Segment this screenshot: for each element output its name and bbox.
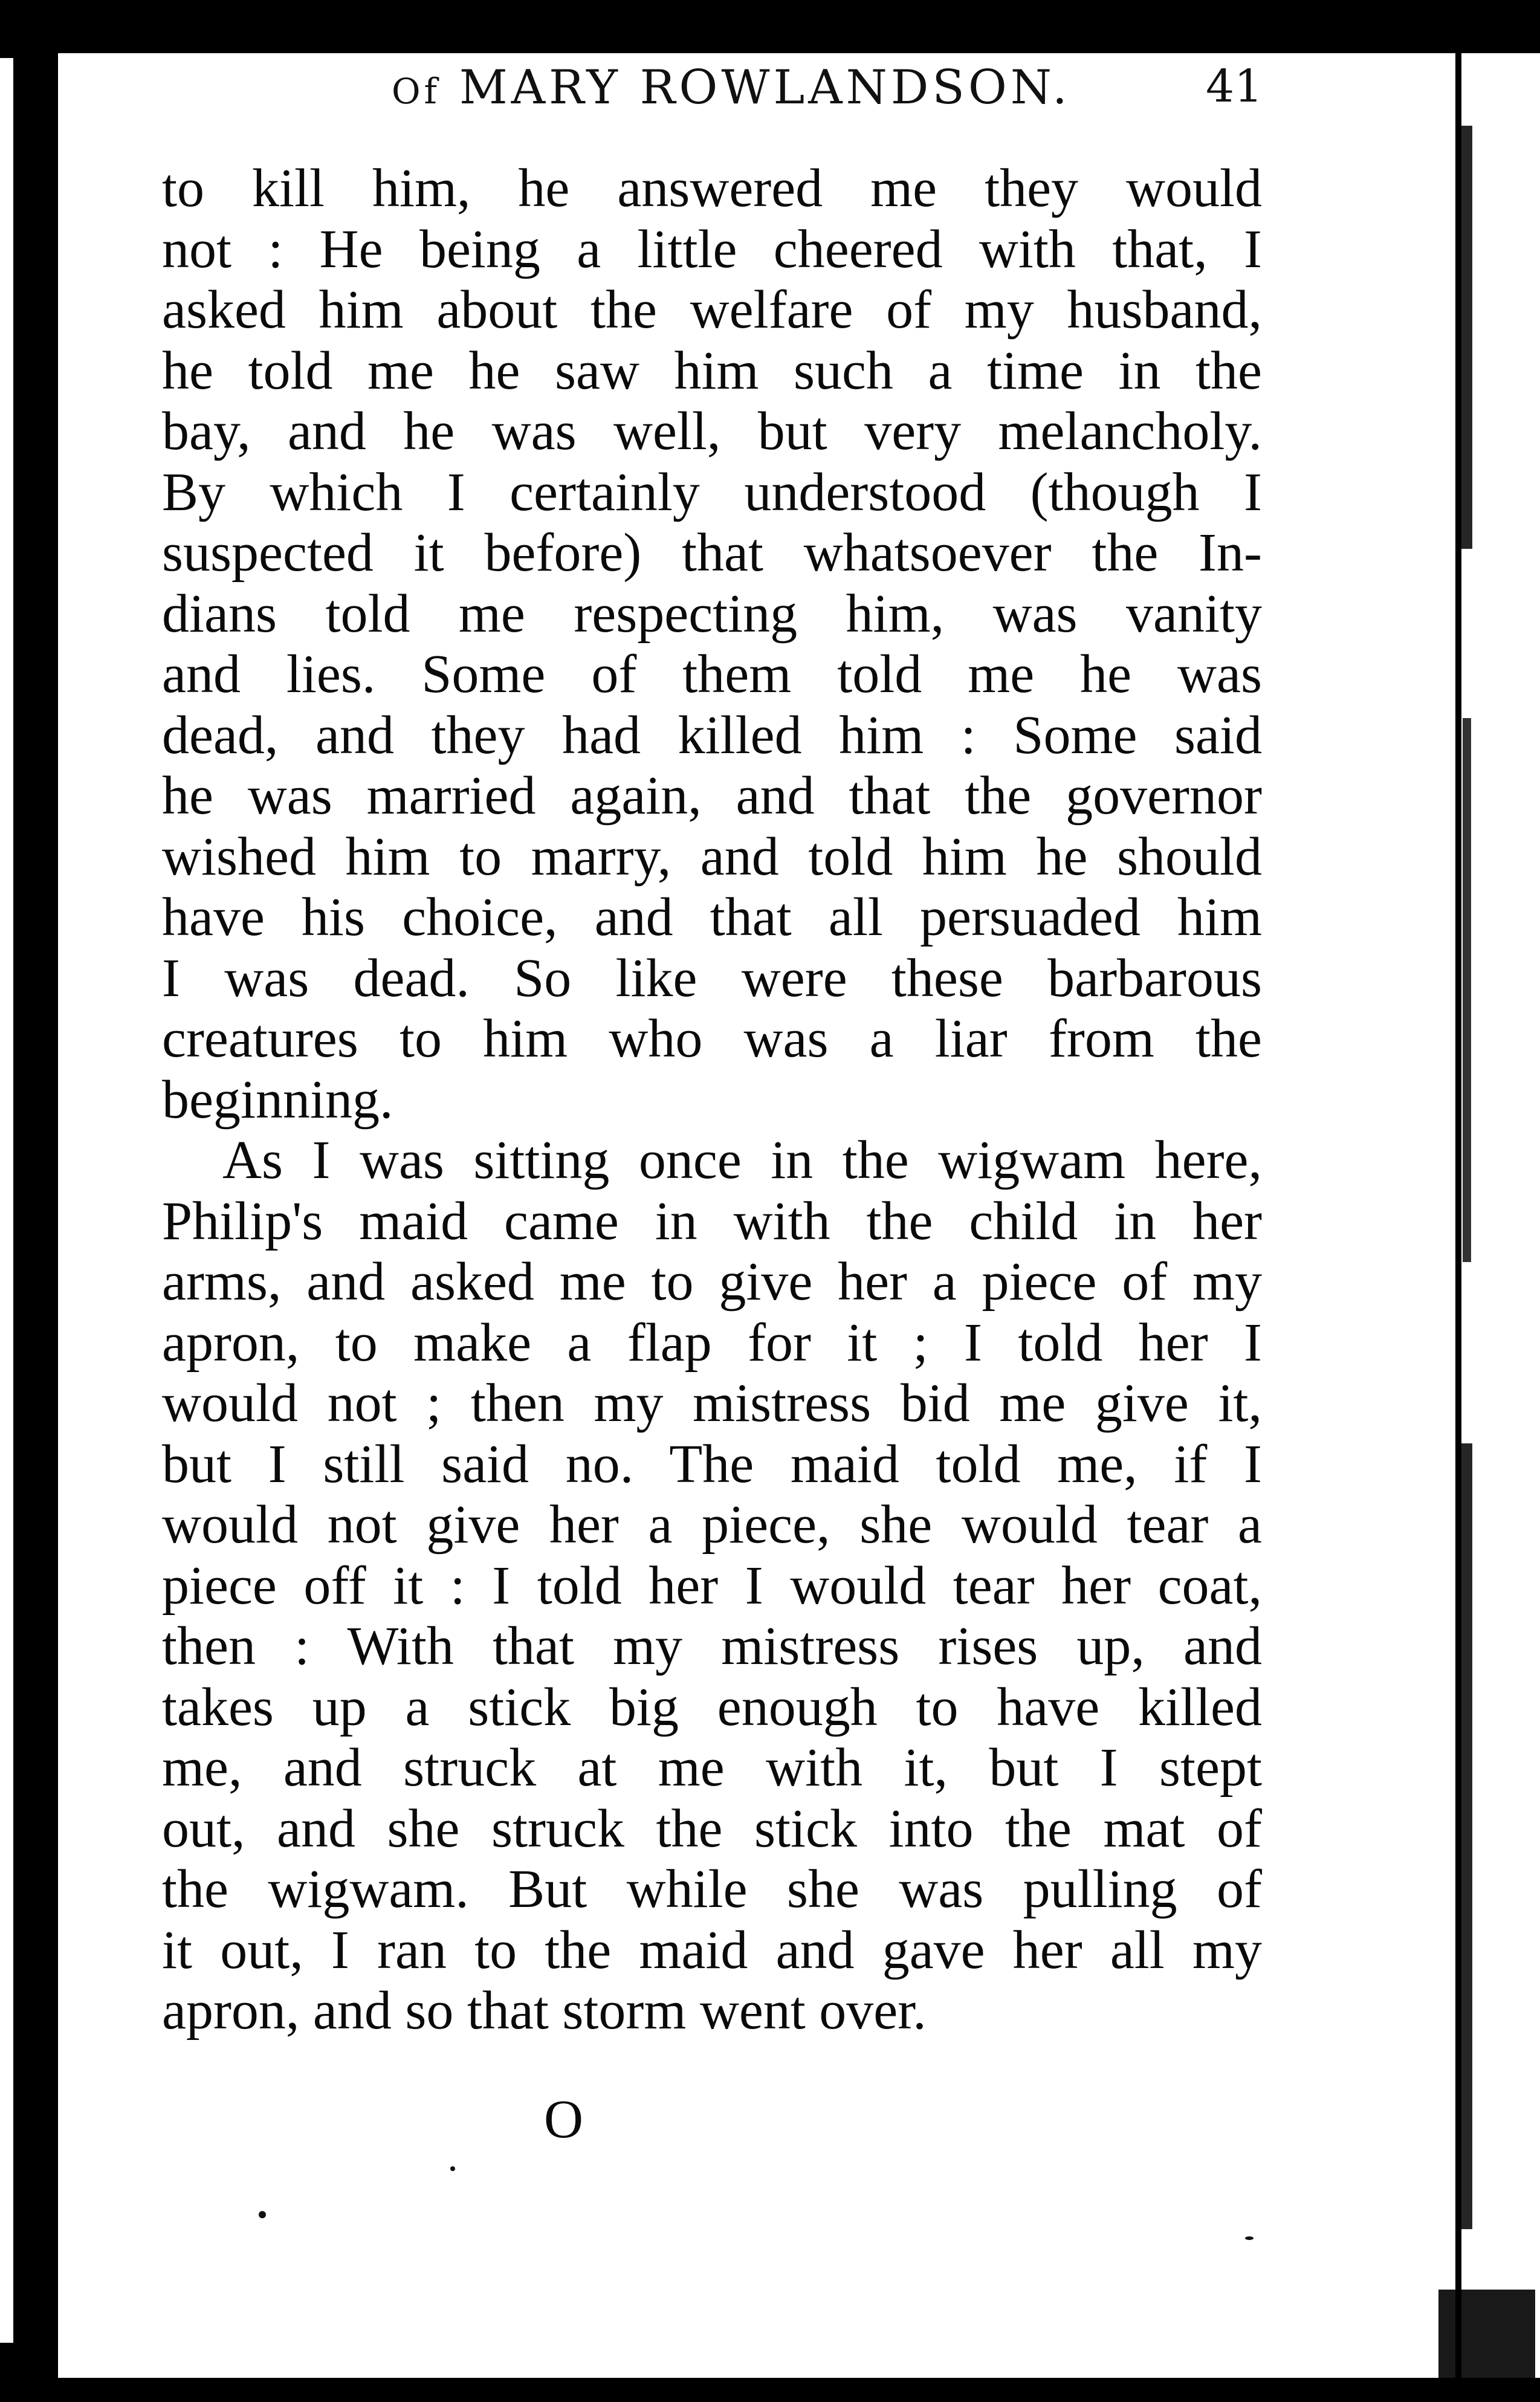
text-line: bay, and he was well, but very melancholy. [162,401,1262,461]
scan-border-bottom [0,2378,1540,2402]
text-line: takes up a stick big enough to have killed [162,1677,1262,1737]
text-line: Philip's maid came in with the child in her [162,1191,1262,1251]
text-line: beginning. [162,1069,393,1130]
ink-speck [259,2211,266,2218]
text-line: dead, and they had killed him : Some said [162,705,1262,765]
text-line: would not ; then my mistress bid me give it, [162,1373,1262,1433]
text-line: would not give her a piece, she would tear a [162,1495,1262,1555]
text-line: and lies. Some of them told me he was [162,644,1262,704]
text-line: By which I certainly understood (though I [162,462,1262,522]
page-edge-shadow [1438,2290,1535,2378]
text-line: he told me he saw him such a time in the [162,340,1262,401]
running-head [392,60,1117,115]
text-line: dians told me respecting him, was vanity [162,583,1262,644]
text-line: As I was sitting once in the wigwam here, [222,1130,1262,1190]
running-head-title: MARY ROWLANDSON. [459,60,1071,115]
text-line: wished him to marry, and told him he should [162,826,1262,887]
text-line: apron, to make a flap for it ; I told her I [162,1312,1262,1373]
text-line: creatures to him who was a liar from the [162,1009,1262,1069]
text-line: I was dead. So like were these barbarous [162,948,1262,1008]
signature-mark: O [544,2090,583,2149]
text-line: he was married again, and that the governor [162,766,1262,826]
text-line: not : He being a little cheered with that, I [162,219,1262,279]
text-line: suspected it before) that whatsoever the In- [162,523,1262,583]
text-line: arms, and asked me to give her a piece of my [162,1252,1262,1312]
text-line: but I still said no. The maid told me, if I [162,1434,1262,1494]
ink-speck [450,2166,455,2171]
page-edge-shadow [1460,1443,1472,2229]
page-edge-shadow [1461,126,1472,549]
text-line: out, and she struck the stick into the mat of [162,1798,1262,1859]
text-line: it out, I ran to the maid and gave her all my [162,1920,1262,1980]
text-line: apron, and so that storm went over. [162,1981,927,2041]
text-line: have his choice, and that all persuaded him [162,887,1262,947]
text-line: then : With that my mistress rises up, and [162,1616,1262,1676]
ink-speck [1245,2236,1254,2240]
body-text [162,158,1262,2042]
text-line: asked him about the welfare of my husband, [162,280,1262,340]
text-line: me, and struck at me with it, but I stept [162,1738,1262,1798]
text-line: the wigwam. But while she was pulling of [162,1859,1262,1919]
text-line: piece off it : I told her I would tear her coat, [162,1555,1262,1616]
page-number: 41 [1206,60,1263,112]
scan-border-top [0,0,1540,53]
running-head-prefix: Of [392,71,441,112]
text-line: to kill him, he answered me they would [162,158,1262,218]
page-right-edge [1426,53,1540,2378]
scan-left-edge-strip [0,58,13,2343]
page-edge-shadow [1463,718,1471,1262]
